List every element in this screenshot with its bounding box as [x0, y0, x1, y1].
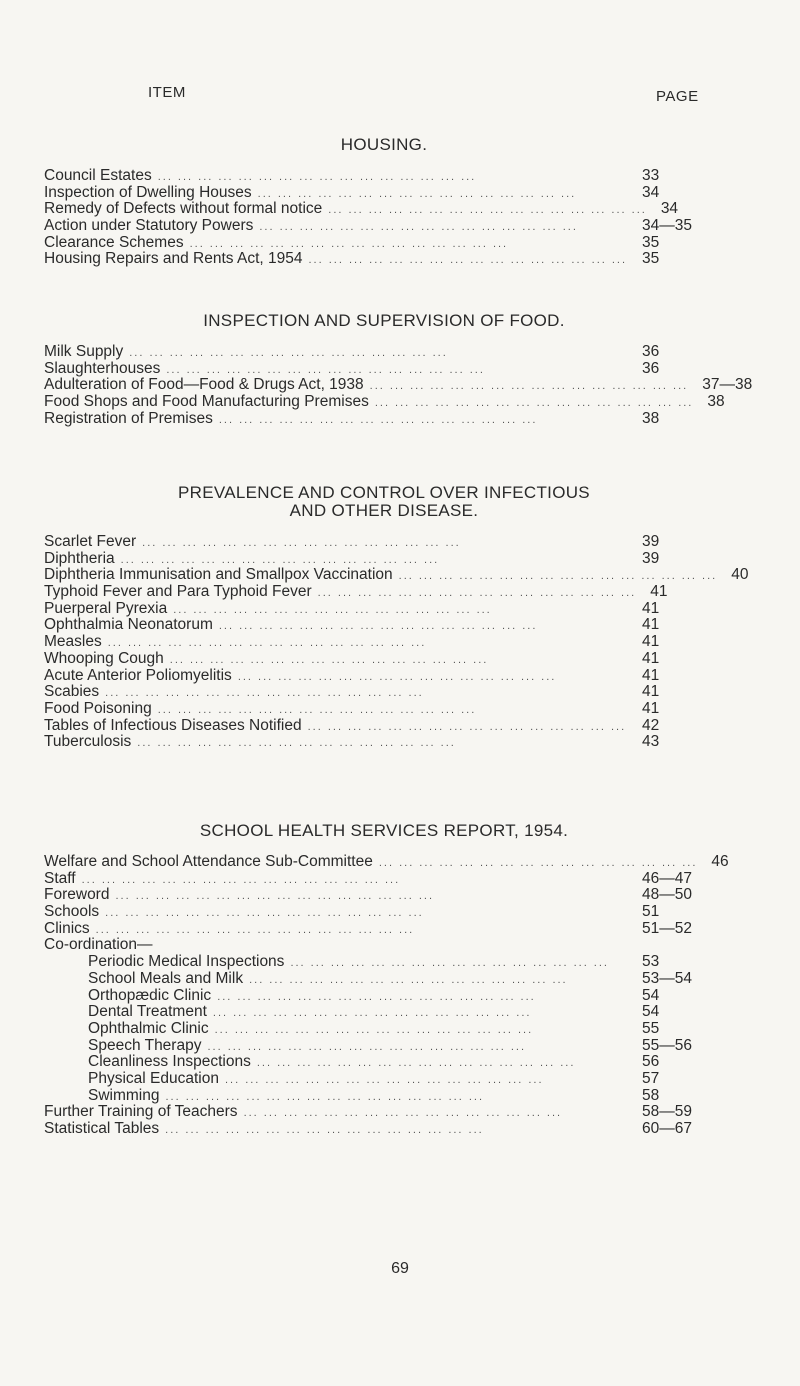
- toc-entry: [44, 921, 704, 938]
- toc-entry-label: Puerperal Pyrexia: [44, 599, 168, 617]
- toc-entry-page: 54: [642, 1003, 660, 1021]
- toc-entry-label: Milk Supply: [44, 343, 124, 360]
- leader-dots: ... ... ... ... ... ... ... ... ... ... ... ... ... ... ... ...: [256, 1057, 576, 1070]
- toc-entry-label: Speech Therapy: [88, 1036, 202, 1054]
- toc-entry-label: Orthopædic Clinic: [88, 986, 212, 1004]
- toc-entry: [44, 937, 704, 954]
- leader-dots: ... ... ... ... ... ... ... ... ... ... ... ... ... ... ... ...: [207, 1040, 527, 1053]
- toc-entry-page: 46—47: [642, 869, 692, 887]
- section-food-inspection: [44, 311, 753, 427]
- leader-dots: ... ... ... ... ... ... ... ... ... ... ... ... ... ... ... ...: [115, 890, 435, 903]
- section-title: INSPECTION AND SUPERVISION OF FOOD.: [203, 311, 565, 330]
- toc-entry-page: 38: [642, 409, 660, 427]
- toc-entry: [44, 1021, 704, 1038]
- toc-entry-page: 46: [711, 853, 729, 870]
- toc-entry-label: Adulteration of Food—Food & Drugs Act, 1938: [44, 376, 364, 394]
- toc-entry-label: Housing Repairs and Rents Act, 1954: [44, 250, 303, 268]
- toc-entry-label: Schools: [44, 903, 100, 921]
- toc-entry: [44, 1004, 704, 1021]
- toc-entry-page: 42: [642, 716, 660, 734]
- section-title: PREVALENCE AND CONTROL OVER INFECTIOUS: [178, 483, 590, 502]
- toc-entry: [44, 668, 704, 685]
- toc-entry-page: 36: [642, 343, 660, 360]
- leader-dots: ... ... ... ... ... ... ... ... ... ... ... ... ... ... ... ...: [224, 1073, 544, 1086]
- toc-entry: [44, 218, 704, 235]
- toc-entry: [44, 534, 704, 551]
- leader-dots: ... ... ... ... ... ... ... ... ... ... ... ... ... ... ... ...: [157, 171, 477, 183]
- toc-entry-label: Welfare and School Attendance Sub-Committee: [44, 853, 373, 870]
- toc-entry-label: Acute Anterior Poliomyelitis: [44, 666, 232, 684]
- leader-dots: ... ... ... ... ... ... ... ... ... ... ... ... ... ... ... ...: [189, 237, 509, 250]
- toc-entry-page: 51—52: [642, 919, 692, 937]
- toc-entry: [44, 651, 704, 668]
- toc-entry-label: Ophthalmia Neonatorum: [44, 616, 213, 634]
- toc-entry-page: 35: [642, 233, 660, 251]
- toc-entry-page: 34: [660, 200, 679, 218]
- section-title-line-2: AND OTHER DISEASE.: [289, 501, 479, 520]
- section-infectious-disease: [44, 483, 749, 751]
- leader-dots: ... ... ... ... ... ... ... ... ... ... ... ... ... ... ... ...: [95, 923, 415, 936]
- toc-entry: [44, 251, 704, 268]
- toc-entry: [44, 393, 725, 411]
- toc-entry-page: 48—50: [642, 886, 692, 904]
- leader-dots: ... ... ... ... ... ... ... ... ... ... ... ... ... ... ... ...: [166, 363, 485, 376]
- toc-entry-label: Cleanliness Inspections: [88, 1053, 251, 1071]
- toc-entry-label: Statistical Tables: [44, 1120, 160, 1137]
- toc-entry-page: 57: [642, 1069, 660, 1087]
- leader-dots: ... ... ... ... ... ... ... ... ... ... ... ... ... ... ... ...: [317, 587, 637, 600]
- toc-entry-label: Dental Treatment: [88, 1003, 207, 1021]
- toc-entry-page: 58—59: [642, 1103, 692, 1121]
- leader-dots: ... ... ... ... ... ... ... ... ... ... ... ... ... ... ... ...: [290, 957, 609, 970]
- leader-dots: ... ... ... ... ... ... ... ... ... ... ... ... ... ... ... ...: [369, 380, 689, 393]
- toc-entry-page: 41: [642, 683, 660, 701]
- toc-entry: [44, 1038, 704, 1055]
- leader-dots: ... ... ... ... ... ... ... ... ... ... ... ... ... ... ... ...: [328, 204, 647, 217]
- leader-dots: ... ... ... ... ... ... ... ... ... ... ... ... ... ... ... ...: [259, 221, 578, 234]
- toc-entry-label: Co-ordination—: [44, 936, 153, 954]
- toc-entry-page: 51: [642, 903, 660, 921]
- toc-entry-page: 41: [642, 649, 660, 667]
- toc-entry-page: 39: [642, 549, 660, 567]
- section-title: HOUSING.: [340, 135, 428, 154]
- item-column-header: ITEM: [148, 84, 186, 101]
- page-number: 69: [391, 1260, 409, 1277]
- section-title: SCHOOL HEALTH SERVICES REPORT, 1954.: [199, 821, 569, 840]
- toc-entry-page: 39: [642, 533, 660, 550]
- toc-entry-label: Further Training of Teachers: [44, 1103, 238, 1121]
- toc-entry-page: 53: [642, 953, 660, 971]
- leader-dots: ... ... ... ... ... ... ... ... ... ... ... ... ... ... ... ...: [107, 637, 427, 650]
- toc-entry-label: Action under Statutory Powers: [44, 217, 254, 235]
- leader-dots: ... ... ... ... ... ... ... ... ... ... ... ... ... ... ... ...: [398, 570, 718, 583]
- toc-entry-label: Diphtheria: [44, 549, 115, 567]
- toc-entry-page: 34: [642, 183, 660, 201]
- page-column-header: PAGE: [656, 88, 699, 105]
- toc-entry-page: 55: [642, 1019, 660, 1037]
- toc-entry-label: Physical Education: [88, 1069, 219, 1087]
- toc-entry: [44, 634, 704, 651]
- leader-dots: ... ... ... ... ... ... ... ... ... ... ... ... ... ... ... ...: [105, 687, 424, 700]
- leader-dots: ... ... ... ... ... ... ... ... ... ... ... ... ... ... ... ...: [378, 857, 698, 869]
- toc-entry-page: 41: [642, 699, 660, 717]
- toc-entry: [44, 1071, 704, 1088]
- toc-entry-label: Whooping Cough: [44, 649, 164, 667]
- toc-entry: [44, 1104, 704, 1121]
- toc-entry-label: Clearance Schemes: [44, 233, 184, 251]
- toc-entry: [44, 1121, 704, 1138]
- toc-entry-label: Clinics: [44, 919, 90, 937]
- toc-entry: [44, 411, 704, 428]
- toc-entry: [44, 584, 704, 601]
- toc-entry: [44, 887, 704, 904]
- toc-entry-label: Staff: [44, 869, 76, 887]
- toc-entry-label: Scarlet Fever: [44, 533, 137, 550]
- leader-dots: ... ... ... ... ... ... ... ... ... ... ... ... ... ... ... ...: [142, 537, 461, 549]
- toc-entry-page: 33: [642, 167, 660, 184]
- leader-dots: ... ... ... ... ... ... ... ... ... ... ... ... ... ... ... ...: [307, 720, 627, 733]
- leader-dots: ... ... ... ... ... ... ... ... ... ... ... ... ... ... ... ...: [308, 254, 628, 267]
- toc-entry: [44, 551, 704, 568]
- toc-entry: [44, 988, 704, 1005]
- toc-entry-page: 41: [650, 583, 668, 601]
- leader-dots: ... ... ... ... ... ... ... ... ... ... ... ... ... ... ... ...: [137, 737, 456, 750]
- toc-entry-page: 60—67: [642, 1120, 692, 1137]
- toc-entry-page: 58: [642, 1086, 660, 1104]
- toc-entry: [44, 971, 704, 988]
- toc-entry-label: Food Poisoning: [44, 699, 152, 717]
- toc-entry-page: 38: [707, 393, 725, 411]
- leader-dots: ... ... ... ... ... ... ... ... ... ... ... ... ... ... ... ...: [173, 603, 492, 616]
- leader-dots: ... ... ... ... ... ... ... ... ... ... ... ... ... ... ... ...: [257, 187, 577, 200]
- toc-entry-page: 41: [642, 599, 660, 617]
- toc-entry: [44, 684, 704, 701]
- toc-entry: [44, 201, 704, 218]
- toc-entry-page: 41: [642, 616, 660, 634]
- toc-entry-page: 56: [642, 1053, 660, 1071]
- toc-entry: [44, 718, 704, 735]
- toc-entry-page: 41: [642, 633, 660, 651]
- leader-dots: ... ... ... ... ... ... ... ... ... ... ... ... ... ... ... ...: [374, 397, 694, 410]
- toc-entry-page: 41: [642, 666, 660, 684]
- toc-entry-label: Remedy of Defects without formal notice: [44, 200, 323, 218]
- toc-entry-page: 37—38: [702, 376, 753, 394]
- leader-dots: ... ... ... ... ... ... ... ... ... ... ... ... ... ... ... ...: [105, 907, 424, 920]
- toc-entry-label: School Meals and Milk: [88, 969, 244, 987]
- toc-entry-label: Council Estates: [44, 167, 152, 184]
- toc-entry: [44, 344, 704, 361]
- toc-entry: [44, 871, 704, 888]
- toc-entry-label: Measles: [44, 633, 102, 651]
- toc-entry-label: Slaughterhouses: [44, 359, 161, 377]
- leader-dots: ... ... ... ... ... ... ... ... ... ... ... ... ... ... ... ...: [249, 973, 568, 986]
- leader-dots: ... ... ... ... ... ... ... ... ... ... ... ... ... ... ... ...: [120, 553, 440, 566]
- leader-dots: ... ... ... ... ... ... ... ... ... ... ... ... ... ... ... ...: [169, 653, 489, 666]
- toc-entry-page: 34—35: [642, 217, 692, 235]
- leader-dots: ... ... ... ... ... ... ... ... ... ... ... ... ... ... ... ...: [214, 1023, 534, 1036]
- section-school-health: [44, 821, 729, 1138]
- toc-entry-label: Swimming: [88, 1086, 160, 1104]
- toc-entry-page: 43: [642, 733, 660, 751]
- leader-dots: ... ... ... ... ... ... ... ... ... ... ... ... ... ... ... ...: [217, 990, 536, 1003]
- toc-entry: [44, 1054, 704, 1071]
- section-housing: [44, 136, 704, 268]
- toc-entry-label: Scabies: [44, 683, 100, 701]
- toc-entry-label: Periodic Medical Inspections: [88, 953, 285, 971]
- toc-entry-label: Diphtheria Immunisation and Smallpox Vaccination: [44, 566, 393, 584]
- toc-entry: [44, 617, 704, 634]
- toc-entry: [44, 235, 704, 252]
- leader-dots: ... ... ... ... ... ... ... ... ... ... ... ... ... ... ... ...: [243, 1107, 563, 1120]
- toc-entry: [44, 601, 704, 618]
- toc-entry: [44, 361, 704, 378]
- toc-entry: [44, 853, 729, 871]
- leader-dots: ... ... ... ... ... ... ... ... ... ... ... ... ... ... ... ...: [157, 703, 477, 716]
- leader-dots: ... ... ... ... ... ... ... ... ... ... ... ... ... ... ... ...: [218, 620, 538, 633]
- leader-dots: ... ... ... ... ... ... ... ... ... ... ... ... ... ... ... ...: [218, 413, 538, 426]
- toc-entry-label: Inspection of Dwelling Houses: [44, 183, 252, 201]
- toc-entry-page: 55—56: [642, 1036, 692, 1054]
- toc-entry: [44, 566, 749, 584]
- toc-entry-page: 40: [731, 566, 749, 584]
- toc-entry-label: Tuberculosis: [44, 733, 132, 751]
- toc-entry: [44, 904, 704, 921]
- toc-entry-label: Foreword: [44, 886, 110, 904]
- toc-entry-label: Food Shops and Food Manufacturing Premises: [44, 393, 369, 411]
- toc-entry: [44, 1088, 704, 1105]
- toc-entry: [44, 376, 753, 394]
- toc-entry: [44, 734, 704, 751]
- leader-dots: ... ... ... ... ... ... ... ... ... ... ... ... ... ... ... ...: [212, 1007, 532, 1020]
- toc-entry-label: Registration of Premises: [44, 409, 213, 427]
- toc-entry-label: Ophthalmic Clinic: [88, 1019, 209, 1037]
- toc-entry: [44, 168, 704, 185]
- toc-entry: [44, 185, 704, 202]
- toc-entry-page: 36: [642, 359, 660, 377]
- toc-entry-page: 53—54: [642, 969, 692, 987]
- toc-entry-label: Tables of Infectious Diseases Notified: [44, 716, 302, 734]
- leader-dots: ... ... ... ... ... ... ... ... ... ... ... ... ... ... ... ...: [129, 347, 448, 359]
- leader-dots: ... ... ... ... ... ... ... ... ... ... ... ... ... ... ... ...: [81, 873, 401, 886]
- toc-entry: [44, 701, 704, 718]
- leader-dots: ... ... ... ... ... ... ... ... ... ... ... ... ... ... ... ...: [237, 670, 557, 683]
- toc-entry-label: Typhoid Fever and Para Typhoid Fever: [44, 583, 312, 601]
- toc-entry-page: 35: [642, 250, 660, 268]
- toc-entry-page: 54: [642, 986, 660, 1004]
- leader-dots: ... ... ... ... ... ... ... ... ... ... ... ... ... ... ... ...: [165, 1124, 484, 1136]
- toc-entry: [44, 954, 704, 971]
- leader-dots: ... ... ... ... ... ... ... ... ... ... ... ... ... ... ... ...: [165, 1090, 485, 1103]
